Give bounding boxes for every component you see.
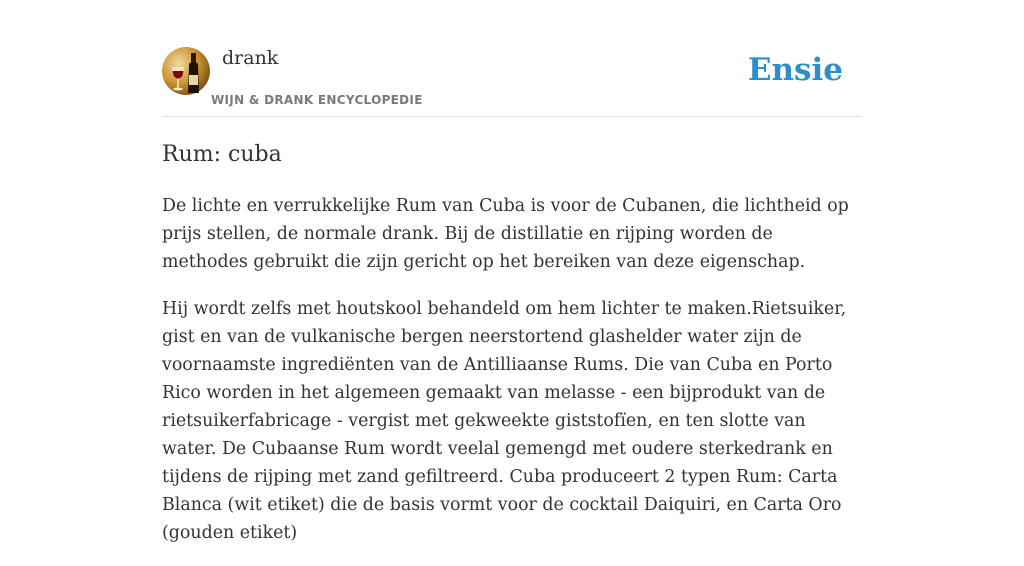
ensie-logo-link[interactable]: Ensie: [747, 52, 843, 88]
wine-bottle-glass-icon: [162, 47, 210, 95]
article-body: [162, 192, 862, 566]
article-title: Rum: cuba: [162, 142, 282, 167]
site-name[interactable]: drank: [222, 47, 279, 69]
article-paragraph: Hij wordt zelfs met houtskool behandeld om hem lichter te maken.Rietsuiker, gist en van de vulkanische bergen neerstortend glashelder water zijn de voornaamste ingrediënten van de Antilliaanse Rums. Die van Cuba en Porto Rico worden in het algemeen gemaakt van melasse - een bijprodukt van de rietsuikerfabricage - vergist met gekweekte giststofïen, en ten slotte van water. De Cubaanse Rum wordt veelal gemengd met oudere sterkedrank en tijdens de rijping met zand gefiltreerd. Cuba produceert 2 typen Rum: Carta Blanca (wit etiket) die de basis vormt voor de cocktail Daiquiri, en Carta Oro (gouden etiket): [162, 299, 847, 543]
category-avatar[interactable]: [162, 47, 210, 95]
site-subtitle: WIJN & DRANK ENCYCLOPEDIE: [211, 93, 423, 107]
article-paragraph: De lichte en verrukkelijke Rum van Cuba is voor de Cubanen, die lichtheid op prijs stellen, de normale drank. Bij de distillatie en rijping worden de methodes gebruikt die zijn gericht op het bereiken van deze eigenschap.: [162, 196, 849, 272]
site-header: [162, 46, 862, 117]
